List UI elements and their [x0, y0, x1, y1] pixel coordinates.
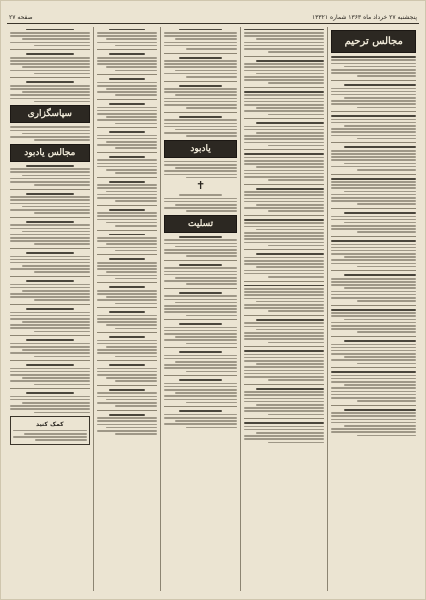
issue-date: پنجشنبه ۲۷ خرداد ماه ۱۳۶۳ شماره ۱۳۳۲۱	[311, 13, 417, 21]
banner-tasliat: تسلیت	[164, 215, 237, 233]
column-2	[240, 27, 328, 591]
text-block	[10, 29, 90, 103]
column-1	[327, 27, 419, 591]
advertisement-title: کمک کنید	[36, 421, 64, 429]
text-block	[10, 126, 90, 140]
column-3	[160, 27, 240, 591]
advertisement-box	[10, 416, 90, 445]
banner-yadbood: یادبود	[164, 140, 237, 158]
column-4	[93, 27, 161, 591]
text-block	[244, 29, 325, 444]
banner-majales-tarhim: مجالس ترحیم	[331, 30, 416, 53]
text-block	[331, 56, 416, 436]
column-5	[7, 27, 93, 591]
text-block	[10, 165, 90, 413]
banner-majales-yadbood: مجالس یادبود	[10, 144, 90, 162]
columns	[7, 27, 419, 591]
text-block	[164, 194, 237, 212]
text-block	[164, 161, 237, 179]
page-number: صفحه ۲۷	[9, 13, 33, 21]
text-block	[164, 236, 237, 428]
text-block	[97, 29, 158, 435]
text-block	[164, 29, 237, 137]
cross-icon: ✝	[195, 179, 206, 193]
banner-sepasgozari: سپاسگزاری	[10, 105, 90, 123]
header-rule	[7, 23, 419, 24]
page-header	[9, 11, 417, 23]
